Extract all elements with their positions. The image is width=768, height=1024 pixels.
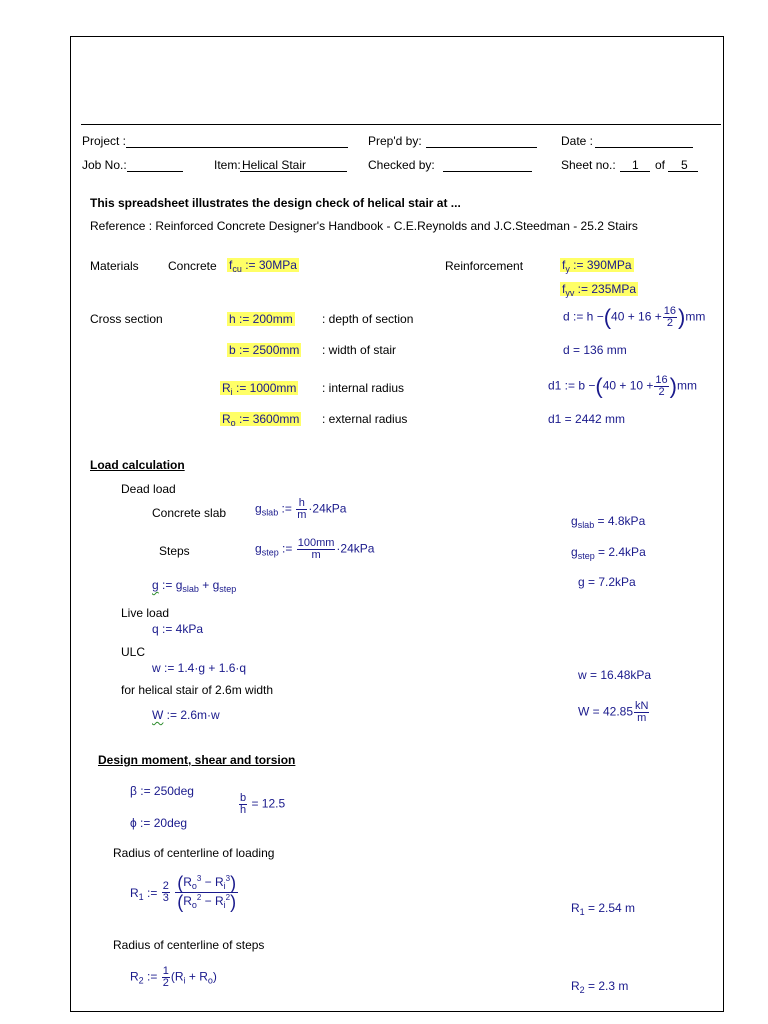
date-label: Date : [561,134,594,148]
W-definition[interactable]: W := 2.6m·w [152,708,220,722]
project-label: Project : [82,134,127,148]
gslab-result: $g_{slab} = 4.8kPa$ [571,514,646,530]
concrete-slab-label: Concrete slab [152,506,227,520]
sheet-label: Sheet no.: [561,158,616,172]
ro-description: : external radius [322,412,408,426]
ri-description: : internal radius [322,381,405,395]
steps-label: Steps [159,544,190,558]
d1-result: d1 = 2442 mm [548,412,626,426]
cross-section-label: Cross section [90,312,163,326]
prepd-label: Prep'd by: [368,134,422,148]
item-value: Helical Stair [242,158,307,172]
ulc-label: ULC [121,645,146,659]
sheet-total-field[interactable] [668,171,698,172]
jobno-field[interactable] [127,171,183,172]
gslab-definition[interactable]: $g_{slab}$ := $\frac{h}{m}$ ·24kPa [255,497,347,521]
date-field[interactable] [595,147,693,148]
fcu-definition[interactable]: $f_{cu}$ := 30MPa [229,258,297,274]
h-definition[interactable]: h := 200mm [229,312,293,326]
materials-label: Materials [90,259,139,273]
fyv-definition[interactable]: $f_{yv}$ := 235MPa [562,282,637,298]
r1-result: $R_1 = 2.54$ m [571,901,636,917]
g-result: g = 7.2kPa [578,575,636,589]
checked-field[interactable] [443,171,532,172]
ri-definition[interactable]: $R_i$ := 1000mm [222,381,297,397]
of-label: of [655,158,666,172]
checked-label: Checked by: [368,158,435,172]
intro-reference: Reference : Reinforced Concrete Designer's Handbook - C.E.Reynolds and J.C.Steedman - 25.2 Stairs [90,219,638,233]
r2-result: $R_2 = 2.3$ m [571,979,629,995]
d-result: d = 136 mm [563,343,627,357]
W-result: W = 42.85 $\frac{kN}{m}$ [578,700,649,724]
item-label: Item: [214,158,241,172]
d1-definition[interactable]: d1 := b −(40 + 10 + $\frac{16}{2}$ )mm [548,373,697,399]
w-definition[interactable]: w := 1.4·g + 1.6·q [152,661,247,675]
d-definition[interactable]: d := h −(40 + 16 + $\frac{16}{2}$ )mm [563,304,706,330]
jobno-label: Job No.: [82,158,127,172]
r2-definition[interactable]: $R_2$ := $\frac{1}{2}$ $(R_i + R_o)$ [130,965,217,989]
helical-width-label: for helical stair of 2.6m width [121,683,274,697]
q-definition[interactable]: q := 4kPa [152,622,204,636]
prepd-field[interactable] [426,147,537,148]
sheet-total: 5 [681,158,688,172]
header-top-rule [81,124,721,125]
item-field[interactable] [240,171,347,172]
ro-definition[interactable]: $R_o$ := 3600mm [222,412,300,428]
gstep-result: $g_{step} = 2.4kPa$ [571,545,646,561]
sheet-no: 1 [632,158,639,172]
phi-definition[interactable]: ϕ := 20deg [130,816,188,830]
sheet-no-field[interactable] [620,171,650,172]
h-description: : depth of section [322,312,414,326]
gstep-definition[interactable]: $g_{step}$ := $\frac{100mm}{m}$ ·24kPa [255,537,375,561]
r1-definition[interactable]: $R_1$ := $\frac{2}{3}$ $\frac{(R_o^3 - R_i^3)}{(R_o^2 - R_i^2)}$ [130,873,237,912]
r2-label: Radius of centerline of steps [113,938,265,952]
reinforcement-label: Reinforcement [445,259,524,273]
b-definition[interactable]: b := 2500mm [229,343,300,357]
b-description: : width of stair [322,343,397,357]
concrete-label: Concrete [168,259,217,273]
load-heading: Load calculation [90,458,185,472]
intro-title: This spreadsheet illustrates the design check of helical stair at ... [90,196,461,210]
g-definition[interactable]: g := $g_{slab} + g_{step}$ [152,578,237,594]
project-field[interactable] [126,147,348,148]
beta-definition[interactable]: β := 250deg [130,784,194,798]
w-result: w = 16.48kPa [578,668,652,682]
dead-load-label: Dead load [121,482,176,496]
live-load-label: Live load [121,606,170,620]
b-over-h-ratio: $\frac{b}{h}$ = 12.5 [240,792,286,816]
r1-label: Radius of centerline of loading [113,846,275,860]
fy-definition[interactable]: $f_y$ := 390MPa [562,258,632,274]
design-heading: Design moment, shear and torsion [98,753,296,767]
